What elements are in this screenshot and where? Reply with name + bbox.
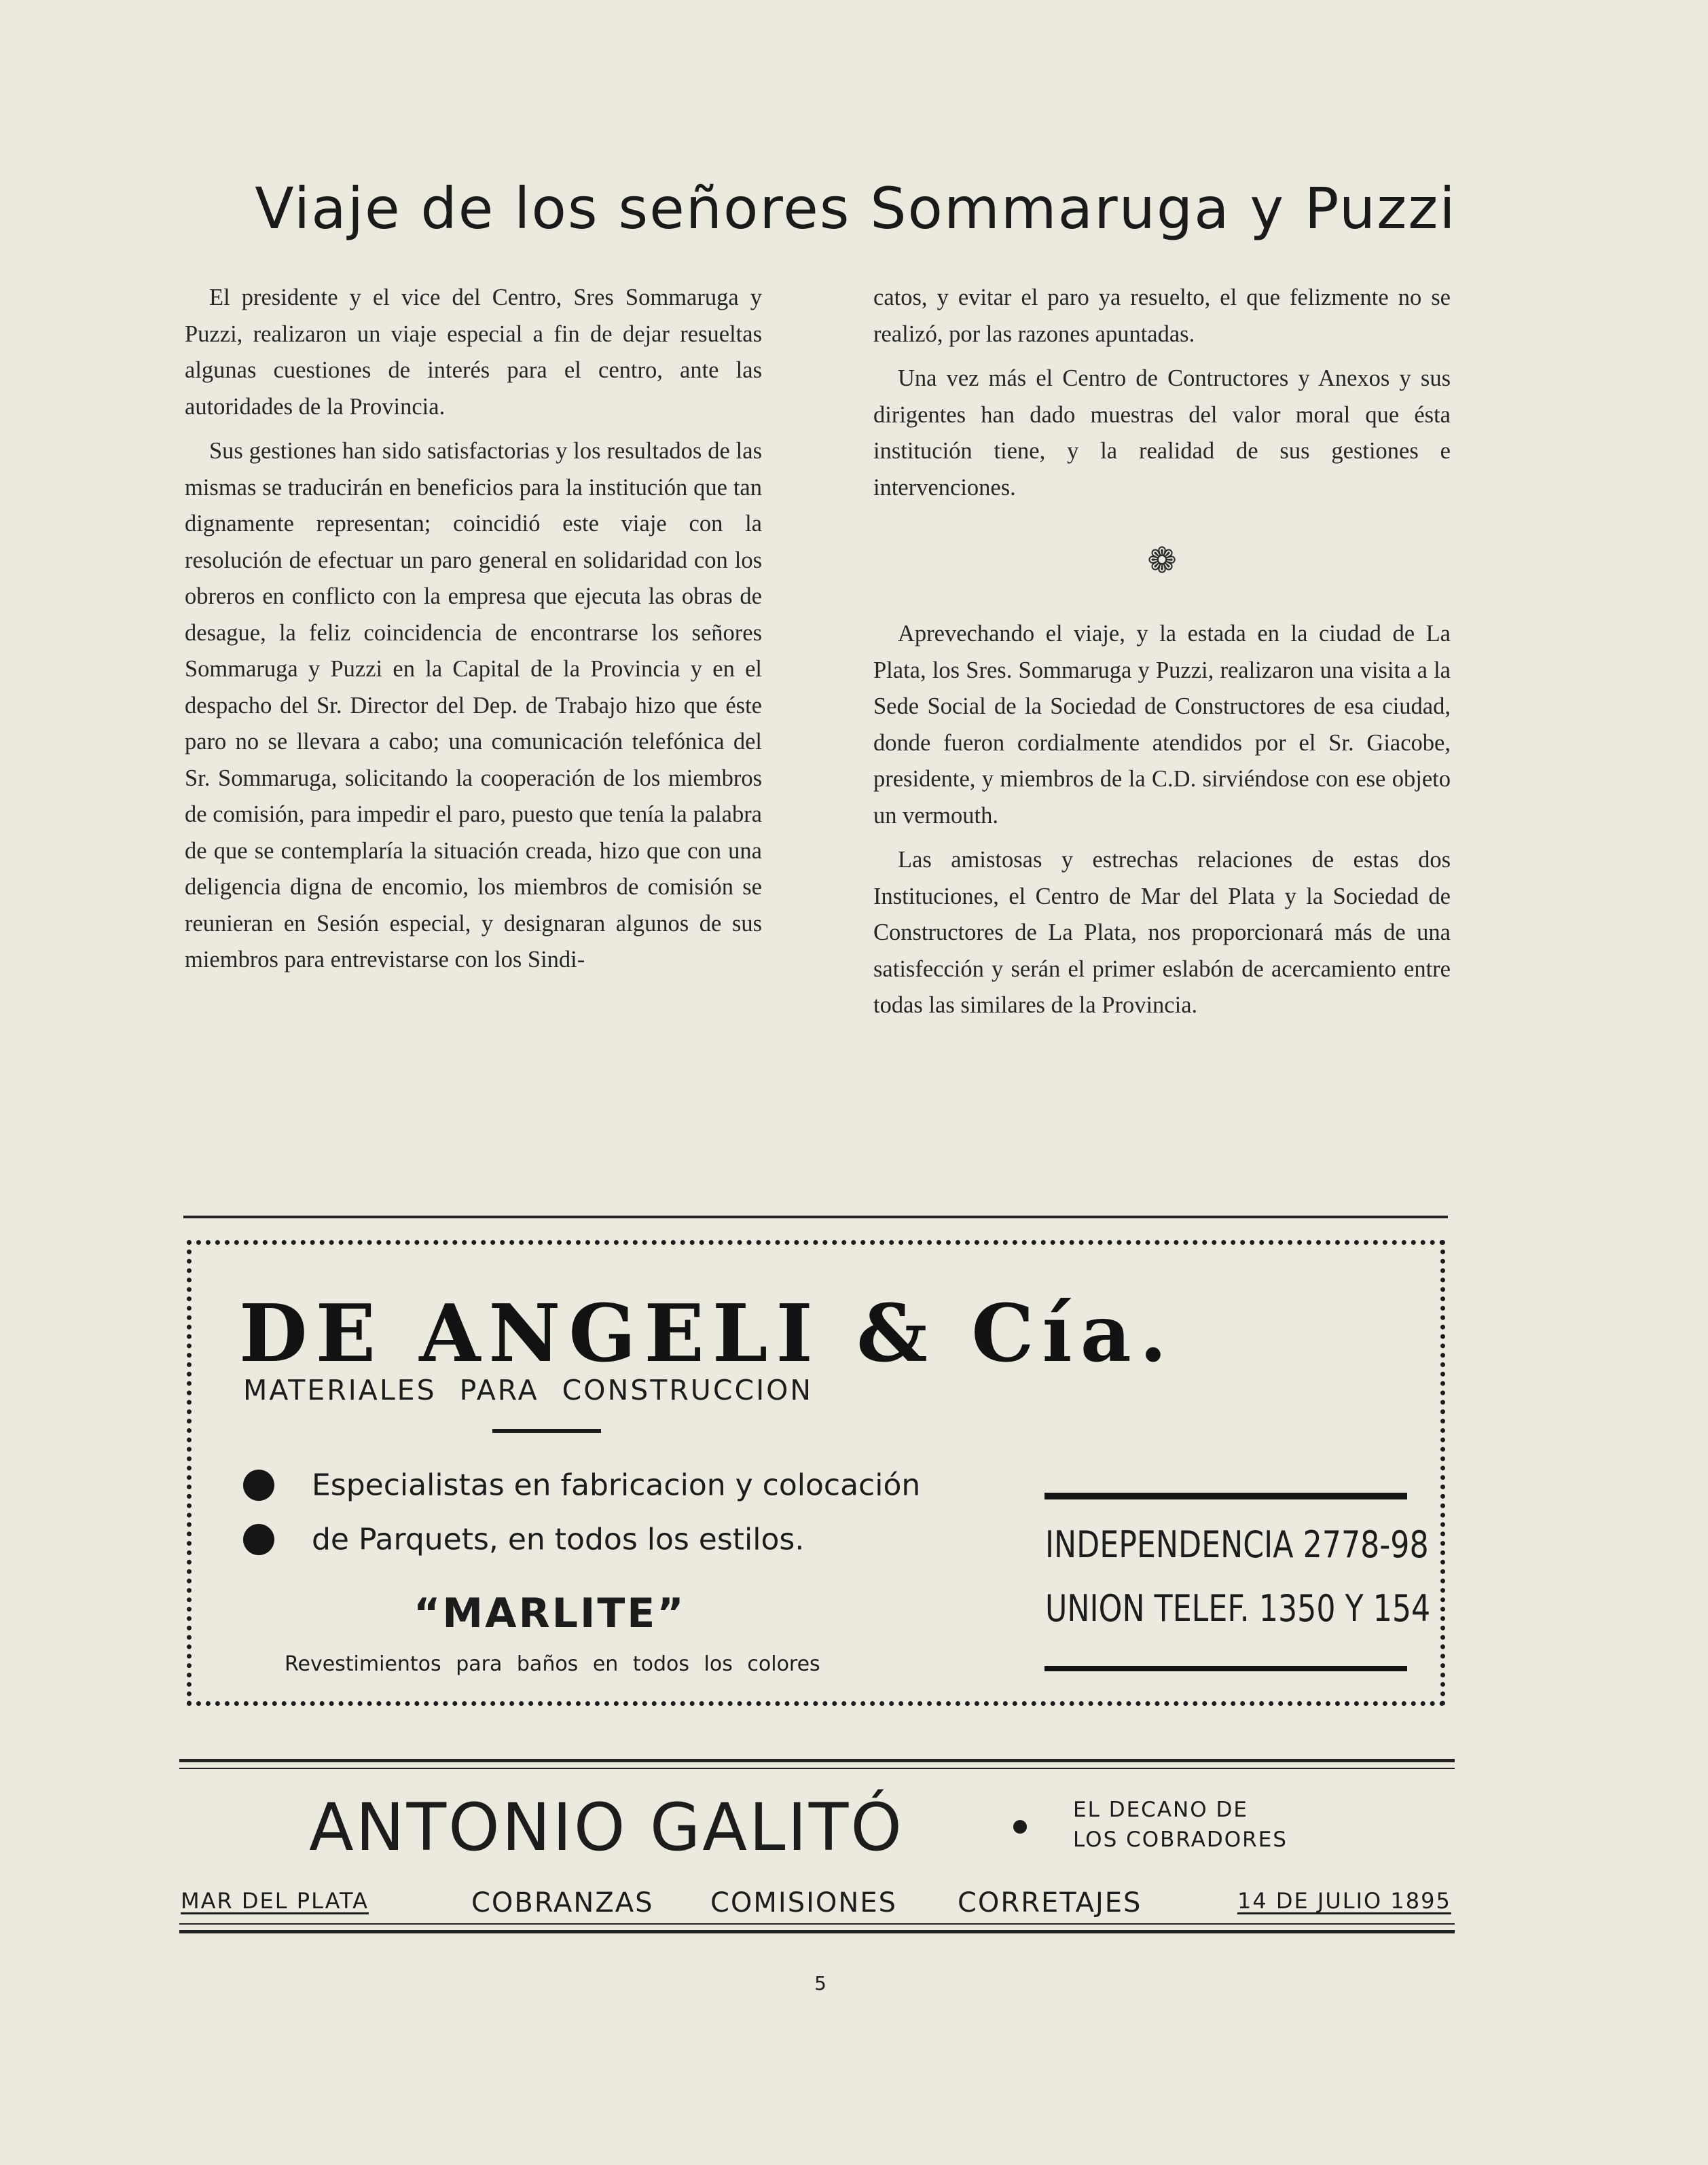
bullet-dot-icon: [1013, 1820, 1027, 1834]
tagline-underline: [492, 1429, 601, 1433]
bullet-text: de Parquets, en todos los estilos.: [312, 1522, 805, 1557]
galito-subtitle-1: EL DECANO DE: [1073, 1798, 1248, 1822]
flower-ornament-icon: ❁: [1147, 542, 1177, 581]
article-paragraph: Una vez más el Centro de Contructores y Anexos y sus dirigentes han dado muestras del valor moral que ésta institución tiene, y la realidad de sus gestiones e intervenciones.: [873, 365, 1451, 501]
galito-service-comisiones: COMISIONES: [710, 1887, 897, 1918]
page-number: 5: [814, 1972, 826, 1995]
phone-rule-top: [1044, 1493, 1407, 1499]
article-paragraph: Sus gestiones han sido satisfactorias y los resultados de las mismas se traducirán en beneficios para la institución que tan dignamente representan; coincidió este viaje con la resolución de efectuar un paro general en solidaridad con los obreros en conflicto con la empresa que ejecuta las obras de desague, la feliz coincidencia de encontrarse los señores Sommaruga y Puzzi en la Capital de la Provincia y en el despacho del Sr. Director del Dep. de Trabajo hizo que éste paro no se llevara a cabo; una comunicación telefónica del Sr. Sommaruga, solicitando la cooperación de los miembros de comisión, para impedir el paro, puesto que tenía la palabra de que se contemplaría la situación creada, hizo que con una deligencia digna de encomio, los miembros de comisión se reunieran en Sesión especial, y designaran algunos de sus miembros para entrevistarse con los Sindi-: [185, 438, 762, 972]
marlite-brand: “MARLITE”: [414, 1590, 686, 1637]
article-title: Viaje de los señores Sommaruga y Puzzi: [255, 175, 1457, 242]
article-right-column: [873, 280, 1451, 1032]
article-paragraph: Las amistosas y estrechas relaciones de estas dos Instituciones, el Centro de Mar del Plata y la Sociedad de Constructores de La Plata, nos proporcionará más de una satisfección y serán el primer eslabón de acercamiento entre todas las similares de la Provincia.: [873, 847, 1451, 1018]
separator-line: [179, 1923, 1455, 1925]
separator-line: [179, 1768, 1455, 1769]
separator-line: [179, 1930, 1455, 1933]
galito-city: MAR DEL PLATA: [181, 1888, 369, 1914]
separator-line: [183, 1216, 1448, 1218]
deangeli-company-name: DE ANGELI & Cía.: [239, 1288, 1176, 1380]
bullet-text: Especialistas en fabricacion y colocación: [312, 1468, 921, 1503]
deangeli-tagline: MATERIALES PARA CONSTRUCCION: [243, 1374, 814, 1406]
article-left-column: [185, 280, 762, 987]
galito-service-corretajes: CORRETAJES: [958, 1887, 1142, 1918]
article-paragraph: El presidente y el vice del Centro, Sres Sommaruga y Puzzi, realizaron un viaje especial a fin de dejar resueltas algunas cuestiones de interés para el centro, ante las autoridades de la Provincia.: [185, 285, 762, 420]
deangeli-advertisement: [187, 1240, 1445, 1706]
deangeli-bullet-2: [243, 1521, 804, 1557]
bullet-dot-icon: [243, 1470, 274, 1501]
galito-founded-date: 14 DE JULIO 1895: [1237, 1888, 1451, 1914]
deangeli-bullet-1: [243, 1466, 920, 1503]
marlite-description: Revestimientos para baños en todos los colores: [285, 1652, 820, 1676]
article-paragraph: Aprevechando el viaje, y la estada en la ciudad de La Plata, los Sres. Sommaruga y Puzzi, realizaron una visita a la Sede Social de la Sociedad de Constructores de esa ciudad, donde fueron cordialmente atendidos por el Sr. Giacobe, presidente, y miembros de la C.D. sirviéndose con ese objeto un vermouth.: [873, 621, 1451, 829]
bullet-dot-icon: [243, 1524, 274, 1555]
galito-subtitle-2: LOS COBRADORES: [1073, 1827, 1288, 1852]
phone-independencia: INDEPENDENCIA 2778-98: [1045, 1523, 1429, 1566]
separator-line: [179, 1759, 1455, 1762]
galito-name: ANTONIO GALITÓ: [309, 1789, 904, 1866]
galito-service-cobranzas: COBRANZAS: [471, 1887, 654, 1918]
phone-rule-bottom: [1044, 1666, 1407, 1671]
article-paragraph: catos, y evitar el paro ya resuelto, el que felizmente no se realizó, por las razones apuntadas.: [873, 285, 1451, 347]
phone-union: UNION TELEF. 1350 Y 154: [1045, 1587, 1431, 1630]
